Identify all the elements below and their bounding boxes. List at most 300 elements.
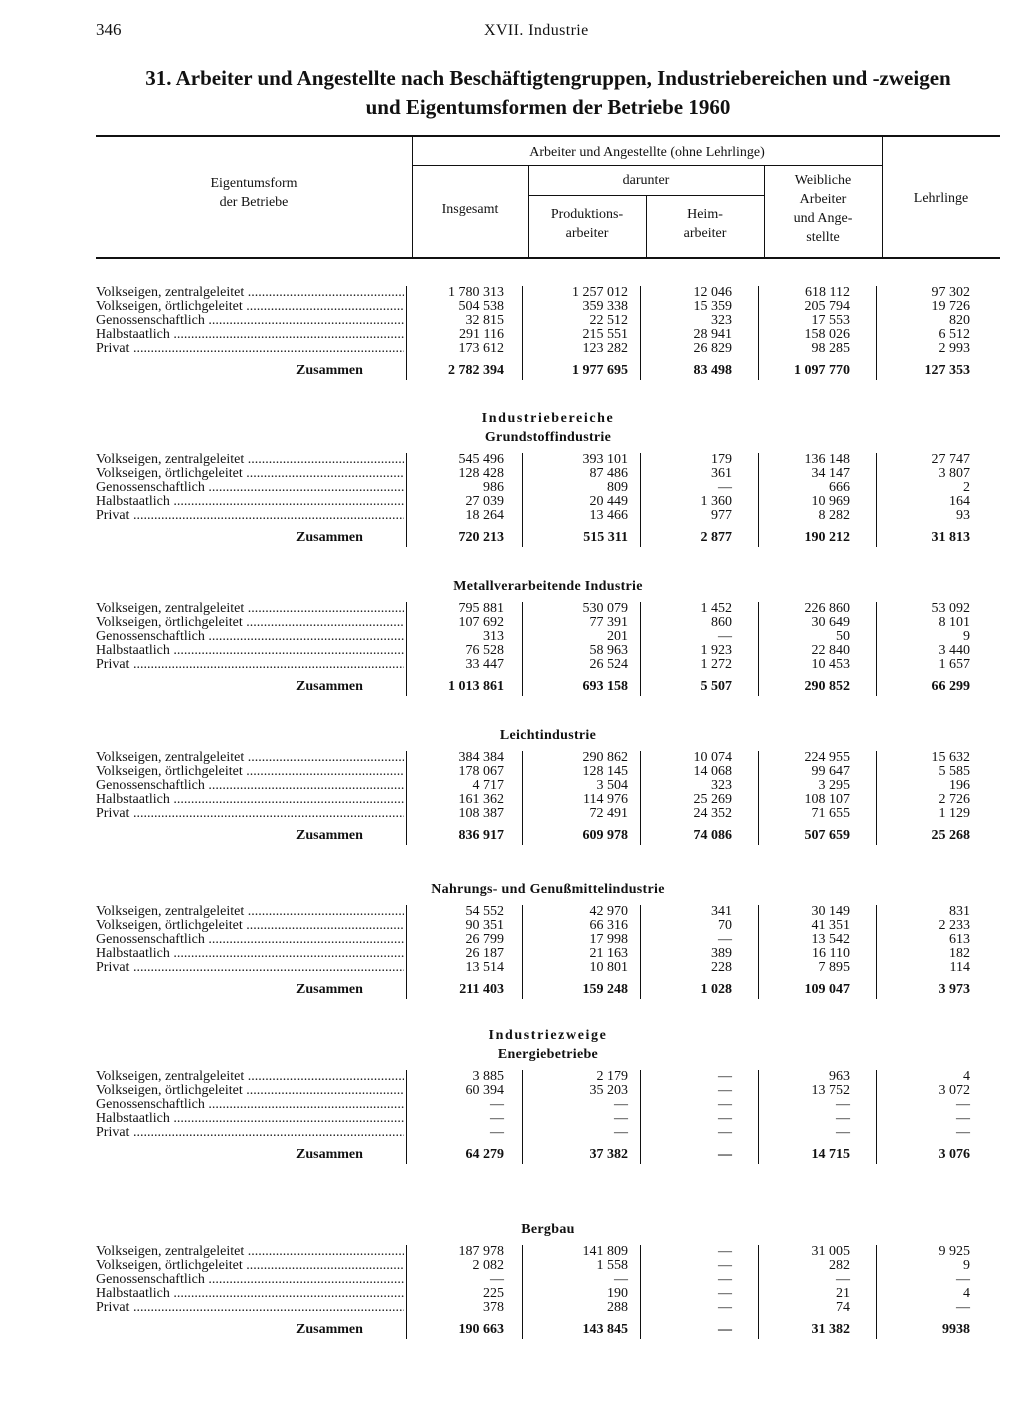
cell-value: 13 466 [589, 508, 628, 523]
row-label: Privat ..... [96, 509, 404, 523]
total-value: 31 382 [811, 1322, 850, 1337]
table-section [96, 1026, 1000, 1164]
cell-value: 26 524 [589, 657, 628, 672]
cell-value: 504 538 [458, 299, 504, 314]
section-title: Industriezweige [488, 1028, 608, 1043]
total-value: 127 353 [924, 363, 970, 378]
cell-value: 66 316 [589, 918, 628, 933]
row-label: Volkseigen, zentralgeleitet ..... [96, 905, 404, 919]
cell-value: 9 [963, 1258, 970, 1273]
row-label: Volkseigen, örtlichgeleitet ..... [96, 919, 404, 933]
row-label: Volkseigen, örtlichgeleitet ..... [96, 616, 404, 630]
cell-value: 7 895 [818, 960, 850, 975]
section-rows [96, 286, 1000, 380]
column-rule [406, 453, 407, 547]
cell-value: 187 978 [458, 1244, 504, 1259]
total-label: Zusammen [296, 1322, 363, 1337]
column-rule [640, 1245, 641, 1339]
total-value: 1 028 [700, 982, 732, 997]
row-label: Halbstaatlich ..... [96, 1112, 404, 1126]
total-value: 190 212 [804, 530, 850, 545]
total-value: 83 498 [693, 363, 732, 378]
cell-value: 9 [963, 629, 970, 644]
total-value: 515 311 [583, 530, 628, 545]
cell-value: 666 [829, 480, 850, 495]
column-rule [522, 453, 523, 547]
column-rule [406, 1070, 407, 1164]
cell-value: 19 726 [931, 299, 970, 314]
cell-value: 359 338 [582, 299, 628, 314]
cell-value: 30 149 [811, 904, 850, 919]
table-row [96, 342, 1000, 356]
cell-value: 2 233 [938, 918, 970, 933]
table-row [96, 658, 1000, 672]
table-row [96, 630, 1000, 644]
cell-value: — [490, 1272, 504, 1287]
total-row [96, 827, 1000, 845]
cell-value: 2 993 [938, 341, 970, 356]
cell-value: 32 815 [465, 313, 504, 328]
cell-value: 224 955 [804, 750, 850, 765]
cell-value: 389 [711, 946, 732, 961]
cell-value: 5 585 [938, 764, 970, 779]
table-row [96, 328, 1000, 342]
cell-value: 977 [711, 508, 732, 523]
cell-value: 60 394 [465, 1083, 504, 1098]
total-label: Zusammen [296, 828, 363, 843]
row-label: Halbstaatlich ..... [96, 793, 404, 807]
section-rows [96, 905, 1000, 999]
cell-value: — [490, 1111, 504, 1126]
column-rule [640, 905, 641, 999]
header-divider [528, 195, 764, 196]
cell-value: 530 079 [582, 601, 628, 616]
cell-value: 4 [963, 1286, 970, 1301]
column-rule [640, 286, 641, 380]
cell-value: 136 148 [804, 452, 850, 467]
column-rule [758, 905, 759, 999]
cell-value: 291 116 [459, 327, 504, 342]
cell-value: 128 145 [582, 764, 628, 779]
title-line-2: und Eigentumsformen der Betriebe 1960 [365, 95, 731, 119]
cell-value: 13 752 [811, 1083, 850, 1098]
cell-value: 74 [836, 1300, 850, 1315]
column-rule [876, 905, 877, 999]
cell-value: 179 [711, 452, 732, 467]
total-value: 211 403 [459, 982, 504, 997]
total-value: 290 852 [804, 679, 850, 694]
cell-value: 3 504 [596, 778, 628, 793]
cell-value: — [614, 1272, 628, 1287]
cell-value: 25 269 [693, 792, 732, 807]
total-value: 9938 [942, 1322, 970, 1337]
row-label: Genossenschaftlich ..... [96, 1273, 404, 1287]
cell-value: 10 453 [811, 657, 850, 672]
column-rule [522, 905, 523, 999]
row-label: Volkseigen, örtlichgeleitet ..... [96, 1259, 404, 1273]
cell-value: — [836, 1111, 850, 1126]
row-label: Halbstaatlich ..... [96, 328, 404, 342]
cell-value: 9 925 [938, 1244, 970, 1259]
table-row [96, 1112, 1000, 1126]
statistics-table [96, 135, 1000, 1337]
cell-value: 2 726 [938, 792, 970, 807]
cell-value: 53 092 [931, 601, 970, 616]
column-rule [758, 751, 759, 845]
table-section [96, 726, 1000, 845]
total-value: 190 663 [458, 1322, 504, 1337]
row-label: Volkseigen, zentralgeleitet ..... [96, 602, 404, 616]
cell-value: 831 [949, 904, 970, 919]
column-rule [640, 453, 641, 547]
cell-value: — [956, 1300, 970, 1315]
cell-value: — [718, 1286, 732, 1301]
row-label: Privat ..... [96, 1126, 404, 1140]
table-row [96, 793, 1000, 807]
row-label: Volkseigen, zentralgeleitet ..... [96, 1245, 404, 1259]
cell-value: 1 360 [700, 494, 732, 509]
header-group: Arbeiter und Angestellte (ohne Lehrlinge) [529, 145, 765, 160]
table-section [96, 409, 1000, 547]
cell-value: 288 [607, 1300, 628, 1315]
table-row [96, 807, 1000, 821]
cell-value: 1 923 [700, 643, 732, 658]
cell-value: — [718, 932, 732, 947]
cell-value: 21 [836, 1286, 850, 1301]
cell-value: — [718, 1300, 732, 1315]
table-row [96, 779, 1000, 793]
cell-value: 41 351 [811, 918, 850, 933]
cell-value: — [718, 629, 732, 644]
cell-value: 4 [963, 1069, 970, 1084]
cell-value: 3 440 [938, 643, 970, 658]
cell-value: — [718, 1272, 732, 1287]
cell-value: 90 351 [465, 918, 504, 933]
cell-value: — [836, 1097, 850, 1112]
total-row [96, 362, 1000, 380]
cell-value: 114 976 [583, 792, 628, 807]
total-value: 1 013 861 [448, 679, 504, 694]
cell-value: 34 147 [811, 466, 850, 481]
cell-value: 114 [949, 960, 970, 975]
cell-value: 10 074 [693, 750, 732, 765]
header-weibliche: Weibliche Arbeiter und Ange- stellte [793, 173, 853, 245]
total-value: 836 917 [458, 828, 504, 843]
total-value: 143 845 [582, 1322, 628, 1337]
section-rows [96, 453, 1000, 547]
row-label: Volkseigen, zentralgeleitet ..... [96, 286, 404, 300]
table-row [96, 453, 1000, 467]
header-divider [412, 165, 882, 166]
cell-value: 860 [711, 615, 732, 630]
cell-value: 182 [949, 946, 970, 961]
cell-value: 178 067 [458, 764, 504, 779]
column-rule [406, 602, 407, 696]
table-row [96, 1259, 1000, 1273]
cell-value: 2 082 [472, 1258, 504, 1273]
column-rule [876, 602, 877, 696]
column-rule [406, 286, 407, 380]
column-rule [640, 602, 641, 696]
cell-value: 2 179 [596, 1069, 628, 1084]
cell-value: — [490, 1125, 504, 1140]
row-label: Volkseigen, örtlichgeleitet ..... [96, 467, 404, 481]
running-head: XVII. Industrie [484, 22, 589, 39]
section-title: Grundstoffindustrie [484, 430, 612, 445]
cell-value: — [836, 1125, 850, 1140]
row-label: Volkseigen, örtlichgeleitet ..... [96, 1084, 404, 1098]
total-value: 159 248 [582, 982, 628, 997]
cell-value: 196 [949, 778, 970, 793]
column-rule [522, 1070, 523, 1164]
cell-value: 1 780 313 [448, 285, 504, 300]
section-rows [96, 751, 1000, 845]
cell-value: 17 998 [589, 932, 628, 947]
cell-value: 378 [483, 1300, 504, 1315]
table-section [96, 1220, 1000, 1339]
column-rule [406, 905, 407, 999]
total-row [96, 529, 1000, 547]
cell-value: 161 362 [458, 792, 504, 807]
row-label: Halbstaatlich ..... [96, 947, 404, 961]
header-insgesamt: Insgesamt [441, 202, 499, 217]
cell-value: 323 [711, 313, 732, 328]
cell-value: 282 [829, 1258, 850, 1273]
table-row [96, 905, 1000, 919]
cell-value: 26 799 [465, 932, 504, 947]
cell-value: 26 829 [693, 341, 732, 356]
total-value: 64 279 [465, 1147, 504, 1162]
cell-value: 50 [836, 629, 850, 644]
total-value: 3 076 [938, 1147, 970, 1162]
cell-value: 24 352 [693, 806, 732, 821]
column-rule [522, 602, 523, 696]
total-value: 3 973 [938, 982, 970, 997]
row-label: Genossenschaftlich ..... [96, 933, 404, 947]
cell-value: 10 969 [811, 494, 850, 509]
cell-value: 97 302 [931, 285, 970, 300]
cell-value: — [956, 1097, 970, 1112]
header-produktionsarbeiter: Produktions- arbeiter [550, 207, 624, 241]
total-value: 14 715 [811, 1147, 850, 1162]
column-rule [876, 453, 877, 547]
row-label: Genossenschaftlich ..... [96, 779, 404, 793]
cell-value: 613 [949, 932, 970, 947]
cell-value: 108 107 [804, 792, 850, 807]
cell-value: 108 387 [458, 806, 504, 821]
table-row [96, 1098, 1000, 1112]
cell-value: 22 512 [589, 313, 628, 328]
total-value: 2 782 394 [448, 363, 504, 378]
total-label: Zusammen [296, 363, 363, 378]
cell-value: — [956, 1111, 970, 1126]
cell-value: 28 941 [693, 327, 732, 342]
table-row [96, 495, 1000, 509]
table-section [96, 880, 1000, 999]
column-rule [876, 1070, 877, 1164]
row-label: Halbstaatlich ..... [96, 644, 404, 658]
cell-value: 107 692 [458, 615, 504, 630]
cell-value: 54 552 [465, 904, 504, 919]
cell-value: 26 187 [465, 946, 504, 961]
total-value: 109 047 [804, 982, 850, 997]
cell-value: 58 963 [589, 643, 628, 658]
cell-value: 809 [607, 480, 628, 495]
cell-value: 20 449 [589, 494, 628, 509]
row-label: Volkseigen, zentralgeleitet ..... [96, 453, 404, 467]
cell-value: 3 072 [938, 1083, 970, 1098]
cell-value: 3 807 [938, 466, 970, 481]
row-label: Privat ..... [96, 342, 404, 356]
row-label: Privat ..... [96, 658, 404, 672]
table-row [96, 1070, 1000, 1084]
cell-value: 215 551 [582, 327, 628, 342]
cell-value: 323 [711, 778, 732, 793]
cell-value: 384 384 [458, 750, 504, 765]
cell-value: 42 970 [589, 904, 628, 919]
page-number: 346 [96, 20, 122, 39]
column-rule [406, 751, 407, 845]
cell-value: 15 359 [693, 299, 732, 314]
table-row [96, 1245, 1000, 1259]
cell-value: 205 794 [804, 299, 850, 314]
cell-value: 16 110 [812, 946, 850, 961]
table-row [96, 509, 1000, 523]
cell-value: 123 282 [582, 341, 628, 356]
cell-value: 1 272 [700, 657, 732, 672]
table-row [96, 286, 1000, 300]
cell-value: 35 203 [589, 1083, 628, 1098]
column-rule [758, 1070, 759, 1164]
cell-value: 71 655 [811, 806, 850, 821]
total-value: 1 097 770 [794, 363, 850, 378]
cell-value: 8 282 [818, 508, 850, 523]
section-rows [96, 1070, 1000, 1164]
column-rule [876, 1245, 877, 1339]
cell-value: — [614, 1125, 628, 1140]
column-rule [876, 286, 877, 380]
column-rule [640, 1070, 641, 1164]
cell-value: — [718, 1125, 732, 1140]
total-value: 693 158 [582, 679, 628, 694]
cell-value: 10 801 [589, 960, 628, 975]
row-label: Privat ..... [96, 961, 404, 975]
table-row [96, 314, 1000, 328]
section-title: Energiebetriebe [497, 1047, 599, 1062]
cell-value: — [718, 1069, 732, 1084]
cell-value: 226 860 [804, 601, 850, 616]
column-rule [522, 286, 523, 380]
total-value: 31 813 [931, 530, 970, 545]
total-label: Zusammen [296, 530, 363, 545]
table-row [96, 765, 1000, 779]
row-label: Volkseigen, örtlichgeleitet ..... [96, 765, 404, 779]
column-rule [522, 1245, 523, 1339]
cell-value: 1 452 [700, 601, 732, 616]
cell-value: — [956, 1272, 970, 1287]
cell-value: 361 [711, 466, 732, 481]
cell-value: 1 257 012 [572, 285, 628, 300]
total-value: 609 978 [582, 828, 628, 843]
cell-value: — [718, 1083, 732, 1098]
table-section [96, 286, 1000, 380]
section-title: Bergbau [521, 1222, 575, 1237]
cell-value: 393 101 [582, 452, 628, 467]
total-row [96, 678, 1000, 696]
cell-value: 21 163 [589, 946, 628, 961]
cell-value: 3 295 [818, 778, 850, 793]
column-rule [640, 751, 641, 845]
total-value: 37 382 [589, 1147, 628, 1162]
cell-value: — [956, 1125, 970, 1140]
cell-value: — [718, 1244, 732, 1259]
table-row [96, 616, 1000, 630]
table-row [96, 919, 1000, 933]
cell-value: 3 885 [472, 1069, 504, 1084]
table-title [96, 64, 1000, 122]
total-row [96, 981, 1000, 999]
cell-value: — [718, 1097, 732, 1112]
column-rule [758, 602, 759, 696]
cell-value: — [614, 1097, 628, 1112]
cell-value: 190 [607, 1286, 628, 1301]
table-row [96, 644, 1000, 658]
cell-value: 77 391 [589, 615, 628, 630]
cell-value: 93 [956, 508, 970, 523]
cell-value: 164 [949, 494, 970, 509]
total-value: 66 299 [931, 679, 970, 694]
row-label: Halbstaatlich ..... [96, 495, 404, 509]
cell-value: 27 747 [931, 452, 970, 467]
cell-value: 963 [829, 1069, 850, 1084]
table-row [96, 300, 1000, 314]
total-value: 74 086 [693, 828, 732, 843]
header-darunter: darunter [622, 173, 670, 188]
cell-value: 1 129 [938, 806, 970, 821]
cell-value: 99 647 [811, 764, 850, 779]
header-heimarbeiter: Heim- arbeiter [683, 207, 727, 241]
header-lehrlinge: Lehrlinge [913, 191, 969, 206]
section-title: Industriebereiche [481, 411, 615, 426]
title-line-1: 31. Arbeiter und Angestellte nach Beschäftigtengruppen, Industriebereichen und -zweigen [145, 66, 951, 90]
cell-value: 290 862 [582, 750, 628, 765]
cell-value: — [836, 1272, 850, 1287]
table-row [96, 961, 1000, 975]
column-rule [522, 751, 523, 845]
cell-value: 341 [711, 904, 732, 919]
cell-value: 22 840 [811, 643, 850, 658]
total-value: — [718, 1322, 732, 1337]
cell-value: 820 [949, 313, 970, 328]
cell-value: 6 512 [938, 327, 970, 342]
cell-value: 70 [718, 918, 732, 933]
cell-value: 27 039 [465, 494, 504, 509]
cell-value: 13 542 [811, 932, 850, 947]
cell-value: 173 612 [458, 341, 504, 356]
cell-value: — [490, 1097, 504, 1112]
cell-value: 8 101 [938, 615, 970, 630]
column-rule [758, 1245, 759, 1339]
table-row [96, 467, 1000, 481]
table-section [96, 577, 1000, 696]
total-value: 720 213 [458, 530, 504, 545]
total-label: Zusammen [296, 982, 363, 997]
cell-value: 158 026 [804, 327, 850, 342]
cell-value: 128 428 [458, 466, 504, 481]
cell-value: 225 [483, 1286, 504, 1301]
running-header [96, 20, 1000, 46]
cell-value: — [718, 1258, 732, 1273]
